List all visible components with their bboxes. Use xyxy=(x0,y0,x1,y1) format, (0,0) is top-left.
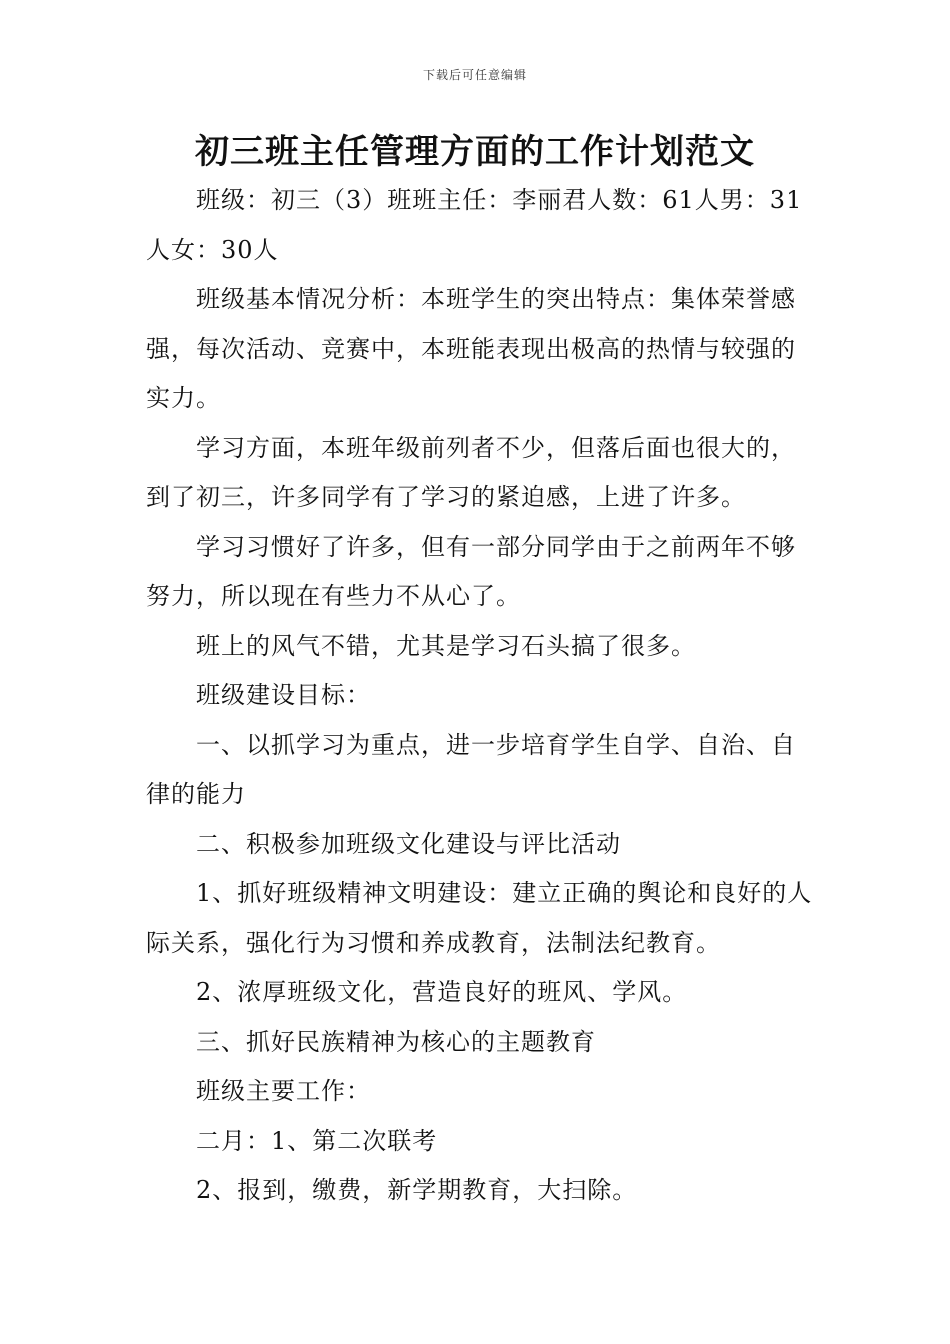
paragraph-goal-2-item-1: 1、抓好班级精神文明建设：建立正确的舆论和良好的人际关系，强化行为习惯和养成教育，法制法纪教育。 xyxy=(146,879,813,957)
paragraph-february-2: 2、报到，缴费，新学期教育，大扫除。 xyxy=(196,1176,638,1204)
paragraph-goal-1: 一、以抓学习为重点，进一步培育学生自学、自治、自律的能力 xyxy=(146,730,796,808)
paragraph-work-heading: 班级主要工作： xyxy=(196,1077,371,1105)
paragraph-study-habits: 学习习惯好了许多，但有一部分同学由于之前两年不够努力，所以现在有些力不从心了。 xyxy=(146,532,796,610)
paragraph-class-info: 班级：初三（3）班班主任：李丽君人数：61人男：31人女：30人 xyxy=(146,186,803,264)
document-body xyxy=(146,176,816,1216)
paragraph-class-analysis: 班级基本情况分析：本班学生的突出特点：集体荣誉感强，每次活动、竞赛中，本班能表现出极高的热情与较强的实力。 xyxy=(146,285,796,412)
header-note: 下载后可任意编辑 xyxy=(422,68,527,82)
paragraph-february-1: 二月：1、第二次联考 xyxy=(196,1126,438,1155)
paragraph-class-atmosphere: 班上的风气不错，尤其是学习石头搞了很多。 xyxy=(196,631,696,660)
document-title: 初三班主任管理方面的工作计划范文 xyxy=(195,132,755,172)
paragraph-goal-3: 三、抓好民族精神为核心的主题教育 xyxy=(196,1027,596,1056)
paragraph-goal-2-item-2: 2、浓厚班级文化，营造良好的班风、学风。 xyxy=(196,978,688,1006)
paragraph-goals-heading: 班级建设目标： xyxy=(196,681,371,709)
paragraph-goal-2: 二、积极参加班级文化建设与评比活动 xyxy=(196,829,621,858)
paragraph-study: 学习方面，本班年级前列者不少，但落后面也很大的，到了初三，许多同学有了学习的紧迫感，上进了许多。 xyxy=(146,433,796,511)
